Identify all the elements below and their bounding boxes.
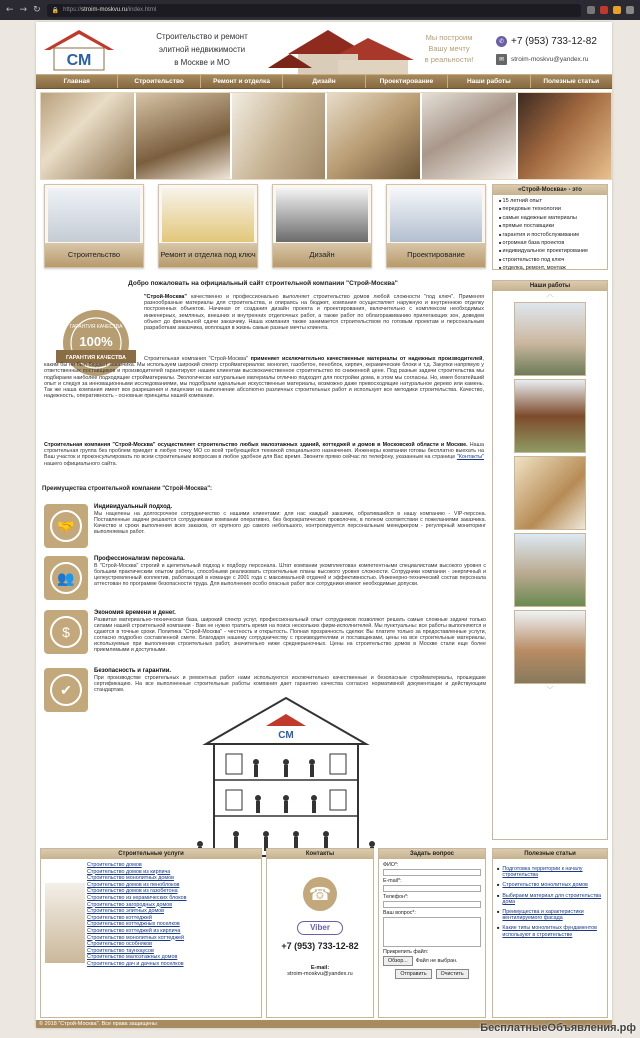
contacts-box	[266, 848, 374, 1018]
about-list-item: ■ строительство под ключ	[499, 256, 601, 264]
about-list-item: ■ гарантия и постобслуживание	[499, 231, 601, 239]
interior-photo	[422, 93, 515, 179]
services-box	[40, 848, 262, 1018]
about-list-item: ■ прямые поставщики	[499, 222, 601, 230]
service-link[interactable]: Строительство монолитных коттеджей	[87, 934, 185, 941]
extension-icon[interactable]	[613, 6, 621, 14]
services-title: Строительные услуги	[41, 849, 261, 859]
service-link[interactable]: Строительство домов из кирпича	[87, 868, 171, 875]
service-link[interactable]: Строительство домов из пеноблоков	[87, 881, 180, 888]
service-link[interactable]: Строительство коттеджей	[87, 914, 152, 921]
contacts-title: Контакты	[267, 849, 373, 859]
team-icon: 👥	[44, 556, 88, 600]
advantage-item	[40, 556, 486, 608]
header-email[interactable]: ✉ stroim-moskvu@yandex.ru	[496, 54, 588, 65]
main-menu	[36, 74, 612, 89]
site-header	[36, 22, 612, 74]
articles-box	[492, 848, 608, 1018]
work-photo[interactable]	[514, 533, 586, 607]
chevron-up-icon[interactable]: ︿	[546, 291, 554, 298]
tile-label: Проектирование	[387, 243, 485, 267]
svg-text:ГАРАНТИЯ КАЧЕСТВА: ГАРАНТИЯ КАЧЕСТВА	[66, 355, 126, 361]
works-box	[492, 280, 608, 840]
about-list-item: ■ огромная база проектов	[499, 239, 601, 247]
url-host: stroim-moskvu.ru	[81, 7, 128, 13]
viber-icon: ✆	[496, 36, 507, 47]
form-title: Задать вопрос	[379, 849, 485, 859]
article-link[interactable]: Какие типы монолитных фундаментов используют в строительстве	[502, 925, 597, 938]
email-label: E-mail*:	[383, 878, 402, 884]
tile-construction[interactable]	[44, 184, 144, 268]
interior-photo-banner	[40, 92, 612, 180]
company-logo[interactable]	[40, 28, 118, 74]
money-time-icon: $	[44, 610, 88, 654]
url-path: /index.html	[127, 7, 157, 13]
handshake-icon: 🤝	[44, 504, 88, 548]
question-label: Ваш вопрос*:	[383, 910, 416, 916]
tile-design[interactable]	[272, 184, 372, 268]
contacts-phone[interactable]: +7 (953) 733-12-82	[281, 941, 359, 951]
phone-label: Телефон*:	[383, 894, 409, 900]
interior-photo	[327, 93, 420, 179]
footer-copyright: © 2018 "Строй-Москва". Все права защищены	[36, 1020, 612, 1028]
send-button[interactable]: Отправить	[395, 969, 431, 979]
about-list-item: ■ индивидуальное проектирование	[499, 247, 601, 255]
lock-icon: 🔒	[51, 7, 60, 14]
header-phone[interactable]: ✆ +7 (953) 733-12-82	[496, 36, 597, 47]
support-headset-icon: ☎	[303, 877, 337, 911]
contacts-email[interactable]: stroim-moskvu@yandex.ru	[287, 971, 353, 977]
viber-icon[interactable]: Viber	[297, 921, 343, 935]
browser-toolbar	[0, 0, 640, 20]
site-slogan: Мы построим Вашу мечту в реальности!	[424, 33, 474, 64]
region-paragraph: Строительная компания "Строй-Москва" осуществляет строительство любых малоэтажных зданий, коттеджей и домов в Московской области и Москве. Наша строительная группа без проблем приедет в любую точку МО со всей требующейся техникой специального назначения. Инженеры компании готовы бесплатно выехать на Ваш участок и проконсультировать по всем строительным вопросам в любое удобное для Вас время. Звоните прямо сейчас по телефону, указанным на странице "Контакты" нашего официального сайта.	[44, 442, 484, 467]
shield-check-icon: ✔	[44, 668, 88, 712]
work-photo[interactable]	[514, 456, 586, 530]
url-scheme: https://	[63, 7, 82, 13]
svg-text:ГАРАНТИЯ КАЧЕСТВА: ГАРАНТИЯ КАЧЕСТВА	[69, 324, 123, 330]
page-title: Добро пожаловать на официальный сайт строительной компании "Строй-Москва"	[128, 280, 398, 287]
watermark-text: БесплатныеОбъявления.рф	[480, 1022, 636, 1034]
no-file-text: Файл не выбран.	[415, 958, 458, 964]
contacts-email-label: E-mail:	[310, 965, 330, 971]
bullet-icon: ■	[497, 925, 500, 931]
menu-item-articles[interactable]: Полезные статьи	[543, 78, 600, 85]
articles-list	[493, 859, 607, 945]
menu-item-repair[interactable]: Ремонт и отделка	[201, 75, 283, 88]
interior-photo	[41, 93, 134, 179]
browse-button[interactable]: Обзор...	[383, 956, 413, 966]
menu-item-works[interactable]: Наши работы	[448, 75, 530, 88]
address-bar[interactable]	[47, 4, 581, 17]
roofs-illustration	[268, 24, 420, 80]
about-list-item: ■ передовые технологии	[499, 205, 601, 213]
article-item	[497, 882, 603, 888]
about-list	[493, 195, 607, 275]
service-link[interactable]: Строительство домов	[87, 862, 142, 868]
laptop-image	[276, 188, 368, 242]
bullet-icon: ■	[497, 866, 500, 871]
about-box	[492, 184, 608, 270]
bullet-icon: ■	[497, 892, 500, 898]
advantage-item	[40, 504, 486, 554]
svg-text:СМ: СМ	[278, 730, 294, 741]
work-photo[interactable]	[514, 379, 586, 453]
about-list-item: ■ 15 летний опыт	[499, 197, 601, 205]
question-form-box	[378, 848, 486, 1018]
attach-label: Прикрепить файл:	[383, 949, 429, 955]
service-link[interactable]: Строительство монолитных домов	[87, 875, 174, 882]
interior-photo	[518, 93, 611, 179]
chevron-down-icon[interactable]: ﹀	[546, 687, 554, 694]
article-item	[497, 866, 603, 878]
advantage-text: Развитая материально-техническая база, широкий спектр услуг, профессиональный опыт сотрудников позволяют решать самые сложные задачи только силами нашей строительной компании - Вам не нужно тратить время на поиск нескольких фирм-исполнителей. Мы пунктуальны: все работы выполняются и сдаются в точные сроки. Политика "Строй-Москва" - честность и открытость. Полная прозрачность сделки: Вы платите только за предоставленные услуги, согласно подробно составленной смете. Благодаря нашему сотрудничеству с производителями и поставщиками, цены на все строительные материалы, используемые при выполнении строительных работ, значительно ниже среднерыночных. Цены на строительство домов в Москве стали еще более приемлемыми и доступными.	[94, 617, 486, 653]
interior-photo	[136, 93, 229, 179]
envelope-icon: ✉	[496, 54, 507, 65]
service-link[interactable]: Строительство коттеджных поселков	[87, 921, 180, 928]
service-link[interactable]: Строительство таунхаусов	[87, 947, 154, 954]
bullet-icon: ■	[497, 882, 500, 888]
article-link[interactable]: Строительство монолитных домов	[502, 882, 588, 889]
email-field[interactable]	[383, 885, 481, 892]
about-list-item: ■ самые надежные материалы	[499, 214, 601, 222]
service-link[interactable]: Строительство загородных домов	[87, 901, 173, 908]
extension-icon[interactable]	[587, 6, 595, 14]
fio-field[interactable]	[383, 869, 481, 876]
tile-label: Ремонт и отделка под ключ	[159, 243, 257, 267]
advantage-title: Индивидуальный подход.	[94, 504, 173, 510]
service-link[interactable]: Строительство малоэтажных домов	[87, 954, 178, 961]
article-item	[497, 909, 603, 921]
back-arrow-icon[interactable]: ←	[6, 5, 14, 15]
phone-field[interactable]	[383, 901, 481, 908]
svg-text:СМ: СМ	[66, 52, 92, 69]
question-form	[379, 859, 485, 982]
tile-label: Строительство	[45, 243, 143, 267]
fio-label: ФИО*:	[383, 862, 399, 868]
advantage-title: Безопасность и гарантии.	[94, 668, 172, 674]
advantage-item	[40, 610, 486, 664]
contacts-link[interactable]: "Контакты"	[456, 454, 484, 461]
works-title: Наши работы	[493, 281, 607, 291]
menu-item-projecting[interactable]: Проектирование	[366, 75, 448, 88]
advantage-title: Экономия времени и денег.	[94, 610, 176, 616]
service-link[interactable]: Строительство элитных домов	[87, 908, 165, 915]
menu-item-design[interactable]: Дизайн	[283, 75, 365, 88]
page-container	[36, 22, 612, 1028]
reload-icon[interactable]: ↻	[33, 5, 41, 15]
advantage-text: При производстве строительных и ремонтных работ нами используются исключительно качественные и безопасные стройматериалы, прошедшие сертификацию. На все выполненные строительные работы компания дает гарантию качества согласно нормативной документации и действующим стандартам.	[94, 675, 486, 693]
tile-label: Дизайн	[273, 243, 371, 267]
tile-repair[interactable]	[158, 184, 258, 268]
service-tiles	[40, 184, 488, 270]
blueprint-image	[390, 188, 482, 242]
menu-icon[interactable]	[626, 6, 634, 14]
advantages-title: Преимущества строительной компании "Строй-Москва":	[42, 486, 213, 492]
service-link[interactable]: Строительство из керамических блоков	[87, 894, 187, 901]
house-sketch-image	[48, 188, 140, 242]
service-link[interactable]: Строительство коттеджей из кирпича	[87, 927, 181, 934]
browser-extension-icons	[587, 6, 634, 14]
article-link[interactable]: Выбираем материал для строительства дома	[502, 892, 602, 905]
tile-projecting[interactable]	[386, 184, 486, 268]
about-list-item: ■ отделка, ремонт, монтаж	[499, 264, 601, 272]
menu-item-construction[interactable]: Строительство	[118, 75, 200, 88]
advantage-title: Профессионализм персонала.	[94, 556, 185, 562]
intro-paragraph: "Строй-Москва" качественно и профессионально выполняет строительство домов любой сложности "под ключ". Применяя разнообразные материалы для строительства, и опираясь на бюджет, компания осуществляет наружную и внутреннюю отделку построенных объектов. Начиная от создания дизайн проекта и проектирования, включительно с комплексом необходимых инженерных, земляных, внешних и внутренних отделочных работ, а также работ по облагораживанию прилегающих зон, доведем объект до финальной сдачи заказчику. Наша компания также занимается строительством по готовым проектам и персональным разработкам заказчика, воплощая в жизнь самые разные мечты клиента.	[144, 294, 484, 332]
house-sketch-image	[45, 883, 85, 963]
clear-button[interactable]: Очистить	[436, 969, 469, 979]
advantage-text: В "Строй-Москва" строгий и щепетильный подход к подбору персонала. Штат компании укомплектован компетентными специалистами высокого уровня с большим практическим опытом работы, способными реализовать строительные планы высокого уровня сложности. Сотрудники компании - энергичный и целеустремленный коллектив, работающий в команде с 2001 года с максимальной отдачей и эффективностью. Инженерно-технический состав персонала аттестован по программе безопасности труда. Для выполнения особо опасных работ все сотрудники имеют необходимые допуски.	[94, 563, 486, 587]
service-link[interactable]: Строительство дач и дачных поселков	[87, 960, 184, 967]
work-photo[interactable]	[514, 610, 586, 684]
articles-title: Полезные статьи	[493, 849, 607, 859]
about-title: «Строй-Москва» - это	[493, 185, 607, 195]
article-item	[497, 893, 603, 905]
service-link[interactable]: Строительство домов из газобетона	[87, 888, 178, 895]
svg-text:100%: 100%	[79, 334, 113, 349]
question-field[interactable]	[383, 917, 481, 947]
bullet-icon: ■	[497, 909, 500, 915]
article-link[interactable]: Подготовка территории к началу строительства	[502, 866, 583, 879]
advantage-text: Мы нацелены на долгосрочное сотрудничество с нашими клиентами: для нас каждый заказчик, обратившийся в нашу компанию - VIP-персона. Поставленные задачи решаются сотрудниками компании оперативно, без бюрократических проволочек, в полном соответствии с пожеланиями заказчика. Качество и сроки выполнения всех заказов, от крупного до самого небольшого, контролируется персональным менеджером - регулярный мониторинг выполняемых работ.	[94, 511, 486, 535]
extension-icon[interactable]	[600, 6, 608, 14]
site-tagline: Строительство и ремонт элитной недвижимости в Москве и МО	[156, 32, 248, 67]
work-photo[interactable]	[514, 302, 586, 376]
service-link[interactable]: Строительство особняков	[87, 941, 153, 948]
article-item	[497, 925, 603, 937]
building-workers-illustration	[186, 694, 386, 862]
article-link[interactable]: Преимущества и характеристики вентилируемого фасада	[502, 909, 584, 922]
forward-arrow-icon[interactable]: →	[19, 5, 28, 15]
tools-image	[162, 188, 254, 242]
menu-item-home[interactable]: Главная	[36, 75, 118, 88]
materials-paragraph: Строительная компания "Строй-Москва" применяет исключительно качественные материалы от надежных производителей, каким бы ни был бюджет заказчика. Мы используем широкий спектр стройматериалов: монолит, газобетон, пеноблок, кирпич, керамические блоки и т.д. Закупки напрямую у ответственных поставщиков и производителей гарантируют нашим клиентам высококачественное строительство по сниженной цене. Под разные задачи строительства мы подбираем наиболее подходящие стройматериалы. Экологически натуральные материалы отлично подходят для постройки дома, в этом мы согласны. Но, имея богатейший опыт и следуя за инновационными исследованиями, мы подобрали идеальные искусственные материалы, возможно даже превосходящие натуральное дерево или камень. Так же наша компания имеет все разрешения и лицензии на выполнение абсолютно различных строительных работ и использует все методики строительства. Качество, надежность, оперативность - основные принципы нашей компании.	[44, 356, 484, 400]
interior-photo	[232, 93, 325, 179]
